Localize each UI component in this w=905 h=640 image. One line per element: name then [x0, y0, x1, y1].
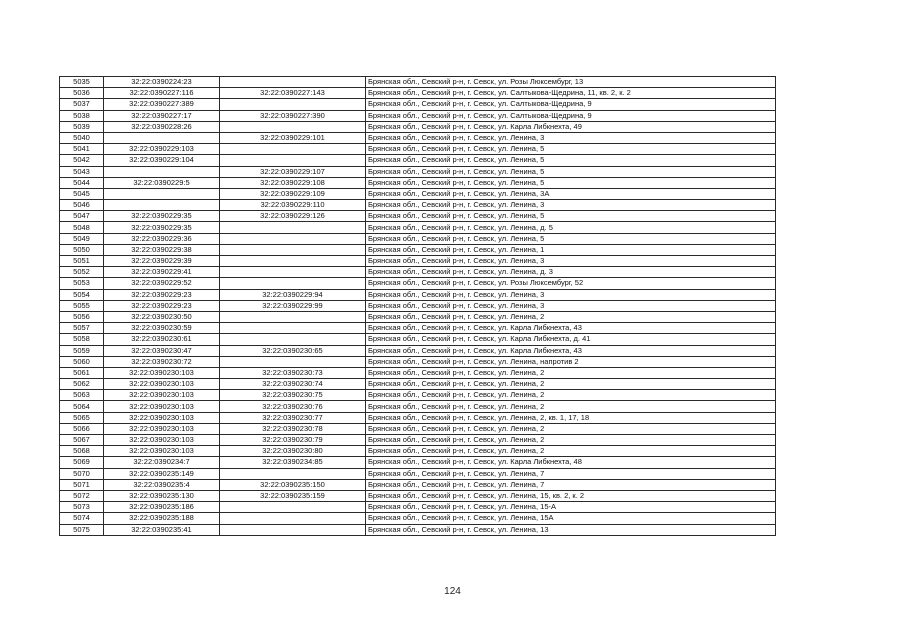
address-cell: Брянская обл., Севский р-н, г. Севск, ул. Ленина, 2: [366, 379, 776, 390]
address-cell: Брянская обл., Севский р-н, г. Севск, ул. Салтыкова-Щедрина, 9: [366, 110, 776, 121]
table-row: [60, 490, 776, 501]
building-cadastral-number-cell: [220, 356, 366, 367]
building-cadastral-number-cell: 32:22:0390230:74: [220, 379, 366, 390]
building-cadastral-number-cell: 32:22:0390230:76: [220, 401, 366, 412]
building-cadastral-number-cell: 32:22:0390229:99: [220, 300, 366, 311]
row-number-cell: 5038: [60, 110, 104, 121]
land-cadastral-number-cell: 32:22:0390234:7: [104, 457, 220, 468]
building-cadastral-number-cell: 32:22:0390234:85: [220, 457, 366, 468]
building-cadastral-number-cell: 32:22:0390229:109: [220, 188, 366, 199]
land-cadastral-number-cell: 32:22:0390230:59: [104, 323, 220, 334]
row-number-cell: 5045: [60, 188, 104, 199]
row-number-cell: 5074: [60, 513, 104, 524]
address-cell: Брянская обл., Севский р-н, г. Севск, ул. Ленина, 5: [366, 211, 776, 222]
land-cadastral-number-cell: 32:22:0390230:61: [104, 334, 220, 345]
row-number-cell: 5065: [60, 412, 104, 423]
table-row: [60, 468, 776, 479]
row-number-cell: 5040: [60, 132, 104, 143]
address-cell: Брянская обл., Севский р-н, г. Севск, ул. Ленина, 5: [366, 144, 776, 155]
building-cadastral-number-cell: 32:22:0390229:108: [220, 177, 366, 188]
land-cadastral-number-cell: 32:22:0390230:103: [104, 435, 220, 446]
address-cell: Брянская обл., Севский р-н, г. Севск, ул. Ленина, 2: [366, 446, 776, 457]
building-cadastral-number-cell: [220, 323, 366, 334]
table-row: [60, 502, 776, 513]
table-row: [60, 323, 776, 334]
table-row: [60, 367, 776, 378]
row-number-cell: 5054: [60, 289, 104, 300]
address-cell: Брянская обл., Севский р-н, г. Севск, ул. Ленина, 2: [366, 311, 776, 322]
row-number-cell: 5060: [60, 356, 104, 367]
building-cadastral-number-cell: 32:22:0390230:80: [220, 446, 366, 457]
address-cell: Брянская обл., Севский р-н, г. Севск, ул. Салтыкова-Щедрина, 11, кв. 2, к. 2: [366, 88, 776, 99]
table-row: [60, 356, 776, 367]
land-cadastral-number-cell: 32:22:0390224:23: [104, 77, 220, 88]
table-row: [60, 267, 776, 278]
table-row: [60, 390, 776, 401]
page-number: 124: [444, 586, 461, 597]
address-cell: Брянская обл., Севский р-н, г. Севск, ул. Ленина, 2: [366, 367, 776, 378]
land-cadastral-number-cell: 32:22:0390229:35: [104, 222, 220, 233]
building-cadastral-number-cell: [220, 244, 366, 255]
table-row: [60, 311, 776, 322]
table-row: [60, 211, 776, 222]
land-cadastral-number-cell: 32:22:0390229:36: [104, 233, 220, 244]
land-cadastral-number-cell: 32:22:0390230:103: [104, 379, 220, 390]
building-cadastral-number-cell: [220, 256, 366, 267]
row-number-cell: 5035: [60, 77, 104, 88]
land-cadastral-number-cell: 32:22:0390230:103: [104, 367, 220, 378]
table-row: [60, 233, 776, 244]
land-cadastral-number-cell: 32:22:0390235:186: [104, 502, 220, 513]
table-row: [60, 188, 776, 199]
row-number-cell: 5064: [60, 401, 104, 412]
building-cadastral-number-cell: 32:22:0390235:159: [220, 490, 366, 501]
address-cell: Брянская обл., Севский р-н, г. Севск, ул. Розы Люксембург, 52: [366, 278, 776, 289]
building-cadastral-number-cell: 32:22:0390229:101: [220, 132, 366, 143]
row-number-cell: 5053: [60, 278, 104, 289]
land-cadastral-number-cell: [104, 132, 220, 143]
land-cadastral-number-cell: 32:22:0390230:103: [104, 390, 220, 401]
building-cadastral-number-cell: 32:22:0390230:75: [220, 390, 366, 401]
address-cell: Брянская обл., Севский р-н, г. Севск, ул. Карла Либкнехта, 43: [366, 345, 776, 356]
building-cadastral-number-cell: 32:22:0390229:126: [220, 211, 366, 222]
land-cadastral-number-cell: 32:22:0390229:104: [104, 155, 220, 166]
table-row: [60, 457, 776, 468]
table-row: [60, 300, 776, 311]
address-cell: Брянская обл., Севский р-н, г. Севск, ул. Ленина, 2, кв. 1, 17, 18: [366, 412, 776, 423]
building-cadastral-number-cell: [220, 278, 366, 289]
land-cadastral-number-cell: 32:22:0390230:47: [104, 345, 220, 356]
table-row: [60, 77, 776, 88]
address-cell: Брянская обл., Севский р-н, г. Севск, ул. Ленина, 3: [366, 300, 776, 311]
address-cell: Брянская обл., Севский р-н, г. Севск, ул. Ленина, 3: [366, 200, 776, 211]
land-cadastral-number-cell: [104, 188, 220, 199]
land-cadastral-number-cell: 32:22:0390230:103: [104, 423, 220, 434]
table-row: [60, 121, 776, 132]
row-number-cell: 5049: [60, 233, 104, 244]
land-cadastral-number-cell: 32:22:0390235:41: [104, 524, 220, 535]
address-cell: Брянская обл., Севский р-н, г. Севск, ул. Ленина, 2: [366, 390, 776, 401]
land-cadastral-number-cell: 32:22:0390229:41: [104, 267, 220, 278]
address-cell: Брянская обл., Севский р-н, г. Севск, ул. Карла Либкнехта, д. 41: [366, 334, 776, 345]
address-cell: Брянская обл., Севский р-н, г. Севск, ул. Розы Люксембург, 13: [366, 77, 776, 88]
address-cell: Брянская обл., Севский р-н, г. Севск, ул. Ленина, 5: [366, 155, 776, 166]
row-number-cell: 5039: [60, 121, 104, 132]
building-cadastral-number-cell: [220, 222, 366, 233]
land-cadastral-number-cell: 32:22:0390230:103: [104, 412, 220, 423]
table-row: [60, 177, 776, 188]
address-cell: Брянская обл., Севский р-н, г. Севск, ул. Карла Либкнехта, 49: [366, 121, 776, 132]
table-row: [60, 446, 776, 457]
land-cadastral-number-cell: 32:22:0390229:23: [104, 300, 220, 311]
address-cell: Брянская обл., Севский р-н, г. Севск, ул. Ленина, д. 5: [366, 222, 776, 233]
table-row: [60, 222, 776, 233]
table-row: [60, 401, 776, 412]
row-number-cell: 5075: [60, 524, 104, 535]
land-cadastral-number-cell: 32:22:0390227:116: [104, 88, 220, 99]
address-cell: Брянская обл., Севский р-н, г. Севск, ул. Ленина, 3А: [366, 188, 776, 199]
address-cell: Брянская обл., Севский р-н, г. Севск, ул. Ленина, 7: [366, 468, 776, 479]
row-number-cell: 5050: [60, 244, 104, 255]
address-cell: Брянская обл., Севский р-н, г. Севск, ул. Карла Либкнехта, 43: [366, 323, 776, 334]
row-number-cell: 5047: [60, 211, 104, 222]
table-row: [60, 144, 776, 155]
address-cell: Брянская обл., Севский р-н, г. Севск, ул. Ленина, 2: [366, 435, 776, 446]
table-row: [60, 524, 776, 535]
row-number-cell: 5058: [60, 334, 104, 345]
row-number-cell: 5071: [60, 479, 104, 490]
land-cadastral-number-cell: 32:22:0390229:38: [104, 244, 220, 255]
table-row: [60, 155, 776, 166]
building-cadastral-number-cell: [220, 99, 366, 110]
building-cadastral-number-cell: [220, 121, 366, 132]
building-cadastral-number-cell: [220, 144, 366, 155]
building-cadastral-number-cell: 32:22:0390230:65: [220, 345, 366, 356]
row-number-cell: 5036: [60, 88, 104, 99]
building-cadastral-number-cell: [220, 524, 366, 535]
land-cadastral-number-cell: 32:22:0390230:103: [104, 401, 220, 412]
building-cadastral-number-cell: 32:22:0390235:150: [220, 479, 366, 490]
land-cadastral-number-cell: 32:22:0390229:52: [104, 278, 220, 289]
building-cadastral-number-cell: 32:22:0390230:79: [220, 435, 366, 446]
building-cadastral-number-cell: [220, 155, 366, 166]
row-number-cell: 5056: [60, 311, 104, 322]
address-cell: Брянская обл., Севский р-н, г. Севск, ул. Ленина, 15А: [366, 513, 776, 524]
land-cadastral-number-cell: 32:22:0390230:72: [104, 356, 220, 367]
address-cell: Брянская обл., Севский р-н, г. Севск, ул. Ленина, 2: [366, 423, 776, 434]
row-number-cell: 5041: [60, 144, 104, 155]
building-cadastral-number-cell: [220, 468, 366, 479]
land-cadastral-number-cell: 32:22:0390235:188: [104, 513, 220, 524]
building-cadastral-number-cell: [220, 233, 366, 244]
row-number-cell: 5057: [60, 323, 104, 334]
row-number-cell: 5063: [60, 390, 104, 401]
building-cadastral-number-cell: [220, 267, 366, 278]
table-row: [60, 513, 776, 524]
table-row: [60, 99, 776, 110]
address-cell: Брянская обл., Севский р-н, г. Севск, ул. Ленина, 7: [366, 479, 776, 490]
building-cadastral-number-cell: [220, 334, 366, 345]
land-cadastral-number-cell: 32:22:0390235:149: [104, 468, 220, 479]
table-row: [60, 132, 776, 143]
table-row: [60, 435, 776, 446]
land-cadastral-number-cell: [104, 166, 220, 177]
land-cadastral-number-cell: 32:22:0390229:39: [104, 256, 220, 267]
land-cadastral-number-cell: 32:22:0390229:23: [104, 289, 220, 300]
row-number-cell: 5072: [60, 490, 104, 501]
building-cadastral-number-cell: 32:22:0390230:78: [220, 423, 366, 434]
address-cell: Брянская обл., Севский р-н, г. Севск, ул. Ленина, 15-А: [366, 502, 776, 513]
table-row: [60, 110, 776, 121]
address-cell: Брянская обл., Севский р-н, г. Севск, ул. Ленина, 5: [366, 177, 776, 188]
table-row: [60, 345, 776, 356]
land-cadastral-number-cell: 32:22:0390229:103: [104, 144, 220, 155]
row-number-cell: 5068: [60, 446, 104, 457]
row-number-cell: 5067: [60, 435, 104, 446]
row-number-cell: 5073: [60, 502, 104, 513]
row-number-cell: 5046: [60, 200, 104, 211]
building-cadastral-number-cell: 32:22:0390227:390: [220, 110, 366, 121]
building-cadastral-number-cell: [220, 513, 366, 524]
row-number-cell: 5052: [60, 267, 104, 278]
row-number-cell: 5043: [60, 166, 104, 177]
land-cadastral-number-cell: 32:22:0390235:130: [104, 490, 220, 501]
address-cell: Брянская обл., Севский р-н, г. Севск, ул. Ленина, д. 3: [366, 267, 776, 278]
land-cadastral-number-cell: 32:22:0390229:35: [104, 211, 220, 222]
land-cadastral-number-cell: 32:22:0390227:389: [104, 99, 220, 110]
table-row: [60, 200, 776, 211]
building-cadastral-number-cell: 32:22:0390229:94: [220, 289, 366, 300]
building-cadastral-number-cell: [220, 77, 366, 88]
address-cell: Брянская обл., Севский р-н, г. Севск, ул. Ленина, 15, кв. 2, к. 2: [366, 490, 776, 501]
row-number-cell: 5044: [60, 177, 104, 188]
address-cell: Брянская обл., Севский р-н, г. Севск, ул. Салтыкова-Щедрина, 9: [366, 99, 776, 110]
table-row: [60, 244, 776, 255]
address-cell: Брянская обл., Севский р-н, г. Севск, ул. Ленина, 3: [366, 256, 776, 267]
row-number-cell: 5037: [60, 99, 104, 110]
land-cadastral-number-cell: 32:22:0390228:26: [104, 121, 220, 132]
address-cell: Брянская обл., Севский р-н, г. Севск, ул. Ленина, 2: [366, 401, 776, 412]
address-cell: Брянская обл., Севский р-н, г. Севск, ул. Ленина, 3: [366, 289, 776, 300]
table-row: [60, 289, 776, 300]
row-number-cell: 5066: [60, 423, 104, 434]
address-cell: Брянская обл., Севский р-н, г. Севск, ул. Карла Либкнехта, 48: [366, 457, 776, 468]
land-cadastral-number-cell: 32:22:0390235:4: [104, 479, 220, 490]
table-row: [60, 423, 776, 434]
building-cadastral-number-cell: 32:22:0390229:107: [220, 166, 366, 177]
row-number-cell: 5061: [60, 367, 104, 378]
row-number-cell: 5048: [60, 222, 104, 233]
table-row: [60, 379, 776, 390]
row-number-cell: 5059: [60, 345, 104, 356]
building-cadastral-number-cell: 32:22:0390229:110: [220, 200, 366, 211]
table-row: [60, 278, 776, 289]
property-registry-table: [59, 76, 776, 536]
building-cadastral-number-cell: [220, 502, 366, 513]
table-row: [60, 88, 776, 99]
table-row: [60, 479, 776, 490]
row-number-cell: 5069: [60, 457, 104, 468]
land-cadastral-number-cell: 32:22:0390230:50: [104, 311, 220, 322]
land-cadastral-number-cell: [104, 200, 220, 211]
table-row: [60, 166, 776, 177]
row-number-cell: 5051: [60, 256, 104, 267]
row-number-cell: 5042: [60, 155, 104, 166]
address-cell: Брянская обл., Севский р-н, г. Севск, ул. Ленина, 13: [366, 524, 776, 535]
building-cadastral-number-cell: 32:22:0390230:77: [220, 412, 366, 423]
table-row: [60, 412, 776, 423]
row-number-cell: 5062: [60, 379, 104, 390]
row-number-cell: 5055: [60, 300, 104, 311]
address-cell: Брянская обл., Севский р-н, г. Севск, ул. Ленина, 5: [366, 233, 776, 244]
address-cell: Брянская обл., Севский р-н, г. Севск, ул. Ленина, 5: [366, 166, 776, 177]
row-number-cell: 5070: [60, 468, 104, 479]
land-cadastral-number-cell: 32:22:0390229:5: [104, 177, 220, 188]
building-cadastral-number-cell: 32:22:0390227:143: [220, 88, 366, 99]
building-cadastral-number-cell: [220, 311, 366, 322]
address-cell: Брянская обл., Севский р-н, г. Севск, ул. Ленина, напротив 2: [366, 356, 776, 367]
address-cell: Брянская обл., Севский р-н, г. Севск, ул. Ленина, 3: [366, 132, 776, 143]
address-cell: Брянская обл., Севский р-н, г. Севск, ул. Ленина, 1: [366, 244, 776, 255]
table-row: [60, 334, 776, 345]
land-cadastral-number-cell: 32:22:0390227:17: [104, 110, 220, 121]
building-cadastral-number-cell: 32:22:0390230:73: [220, 367, 366, 378]
land-cadastral-number-cell: 32:22:0390230:103: [104, 446, 220, 457]
table-body: [60, 77, 776, 536]
table-row: [60, 256, 776, 267]
